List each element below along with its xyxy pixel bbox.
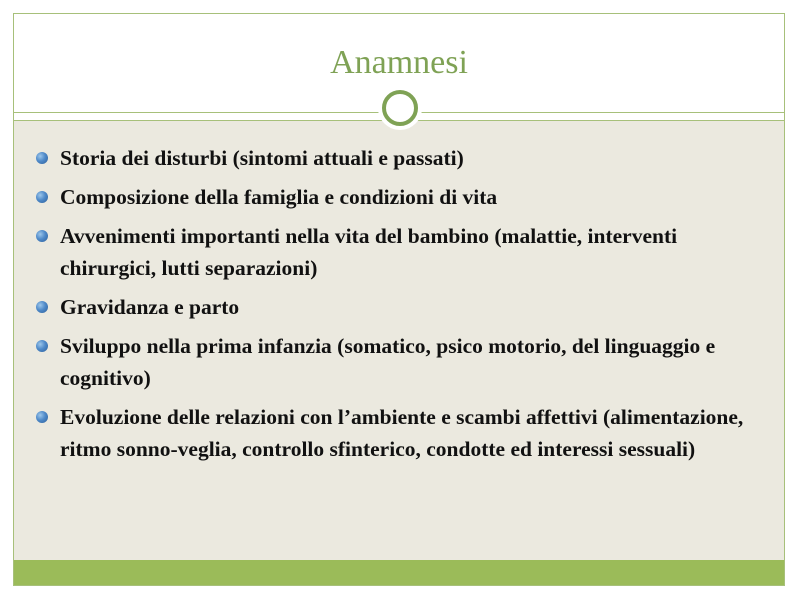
list-item (34, 142, 774, 174)
footer-bar (14, 560, 784, 585)
slide (13, 13, 785, 586)
circle-ring-icon (378, 86, 422, 130)
bullet-text: Gravidanza e parto (60, 295, 240, 319)
list-item (34, 401, 774, 465)
bullet-dot-icon (36, 230, 48, 242)
bullet-dot-icon (36, 191, 48, 203)
bullet-text: Sviluppo nella prima infanzia (somatico, psico motorio, del linguaggio e cognitivo) (60, 334, 716, 390)
bullet-dot-icon (36, 340, 48, 352)
bullet-dot-icon (36, 301, 48, 313)
bullet-dot-icon (36, 411, 48, 423)
slide-title: Anamnesi (330, 44, 468, 81)
circle-ring-inner (382, 90, 418, 126)
list-item (34, 330, 774, 394)
list-item (34, 291, 774, 323)
bullet-list (34, 142, 774, 472)
list-item (34, 181, 774, 213)
bullet-text: Storia dei disturbi (sintomi attuali e passati) (60, 146, 464, 170)
bullet-dot-icon (36, 152, 48, 164)
list-item (34, 220, 774, 284)
bullet-text: Composizione della famiglia e condizioni di vita (60, 185, 498, 209)
bullet-text: Avvenimenti importanti nella vita del bambino (malattie, interventi chirurgici, lutti separazioni) (60, 224, 678, 280)
bullet-text: Evoluzione delle relazioni con l’ambiente e scambi affettivi (alimentazione, ritmo sonno-veglia, controllo sfinterico, condotte ed interessi sessuali) (60, 405, 744, 461)
